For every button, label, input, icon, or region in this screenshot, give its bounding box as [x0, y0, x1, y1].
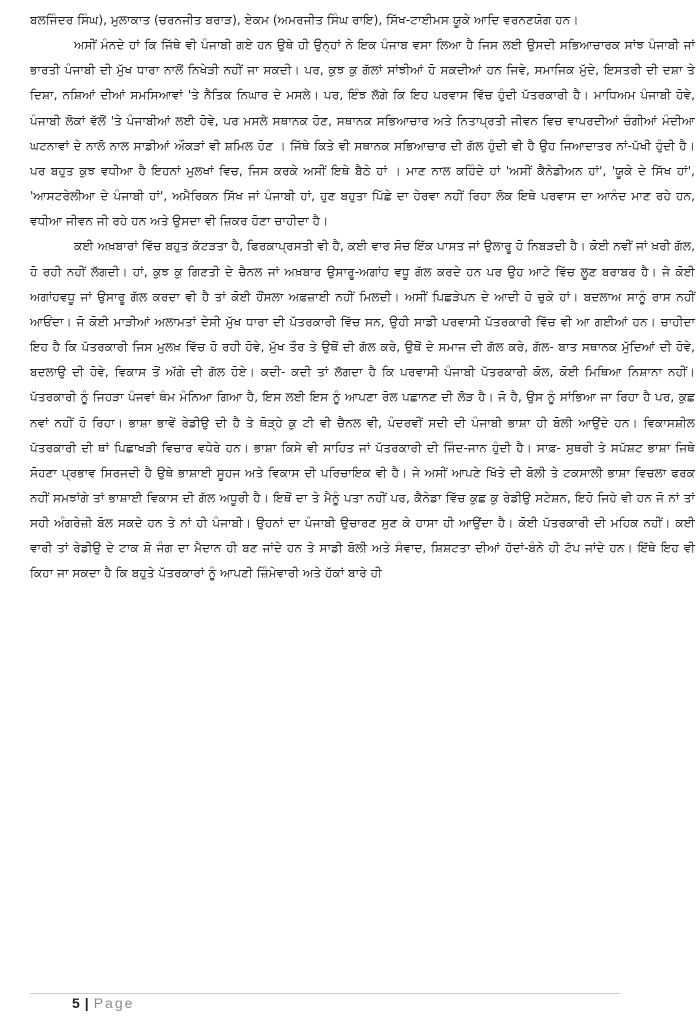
page-number: 5: [72, 995, 80, 1011]
footer-separator: |: [84, 995, 89, 1011]
paragraph-continuation: ਬਲਜਿੰਦਰ ਸਿੰਘ), ਮੁਲਾਕਾਤ (ਚਰਨਜੀਤ ਬਰਾੜ), ਏਕਮ (ਅਮਰਜੀਤ ਸਿੰਘ ਰਾਇ), ਸਿੱਖ-ਟਾਈਮਸ ਯੂਕੇ ਆਦਿ ਵਰਨਣਯੋਗ ਹਨ।: [30, 13, 579, 27]
body-text: [30, 8, 695, 587]
page-footer: [72, 995, 134, 1011]
paragraph-migration-culture: ਅਸੀਂ ਮੰਨਦੇ ਹਾਂ ਕਿ ਜਿੱਥੇ ਵੀ ਪੰਜਾਬੀ ਗਏ ਹਨ ਉਥੇ ਹੀ ਉਨ੍ਹਾਂ ਨੇ ਇਕ ਪੰਜਾਬ ਵਸਾ ਲਿਆ ਹੈ ਜਿਸ ਲਈ ਉਸਦੀ ਸਭਿਆਚਾਰਕ ਸਾਂਝ ਪੰਜਾਬੀ ਜਾਂ ਭਾਰਤੀ ਪੰਜਾਬੀ ਦੀ ਮੁੱਖ ਧਾਰਾ ਨਾਲੋਂ ਨਿਖੇੜੀ ਨਹੀਂ ਜਾ ਸਕਦੀ। ਪਰ, ਕੁਝ ਕੁ ਗੱਲਾਂ ਸਾਂਝੀਆਂ ਹੋ ਸਕਦੀਆਂ ਹਨ ਜਿਵੇ, ਸਮਾਜਿਕ ਮੁੱਦੇ, ਇਸਤਰੀ ਦੀ ਦਸ਼ਾ ਤੇ ਦਿਸ਼ਾ, ਨਸ਼ਿਆਂ ਦੀਆਂ ਸਮਸਿਆਵਾਂ 'ਤੇ ਨੈਤਿਕ ਨਿਘਾਰ ਦੇ ਮਸਲੇ। ਪਰ, ਇੰਝ ਲੱਗੇ ਕਿ ਇਹ ਪਰਵਾਸ ਵਿੱਚ ਹੁੰਦੀ ਪੱਤਰਕਾਰੀ ਹੈ। ਮਾਧਿਅਮ ਪੰਜਾਬੀ ਹੋਵੇ, ਪੰਜਾਬੀ ਲੋਕਾਂ ਵੱਲੋਂ 'ਤੇ ਪੰਜਾਬੀਆਂ ਲਈ ਹੋਵੇ, ਪਰ ਮਸਲੇ ਸਥਾਨਕ ਹੋਣ, ਸਥਾਨਕ ਸਭਿਆਚਾਰ ਅਤੇ ਨਿਤਾਪ੍ਰਤੀ ਜੀਵਨ ਵਿਚ ਵਾਪਰਦੀਆਂ ਚੰਗੀਆਂ ਮੰਦੀਆ ਘਟਨਾਵਾਂ ਦੇ ਨਾਲੋ ਨਾਲ ਸਾਡੀਆਂ ਔਕੜਾਂ ਵੀ ਸ਼ਮਿਲ ਹੋਣ । ਜਿੱਥੇ ਕਿਤੇ ਵੀ ਸਥਾਨਕ ਸਭਿਆਚਾਰ ਦੀ ਗੱਲ ਹੁੰਦੀ ਵੀ ਹੈ ਉਹ ਜਿਆਦਾਤਰ ਨਾਂ-ਪੱਖੀ ਹੁੰਦੀ ਹੈ। ਪਰ ਬਹੁਤ ਕੁਝ ਵਧੀਆ ਹੈ ਇਹਨਾਂ ਮੁਲਖਾਂ ਵਿਚ, ਜਿਸ ਕਰਕੇ ਅਸੀਂ ਇਥੇ ਬੈਠੇ ਹਾਂ । ਮਾਣ ਨਾਲ ਕਹਿੰਦੇ ਹਾਂ 'ਅਸੀਂ ਕੈਨੇਡੀਅਨ ਹਾਂ', 'ਯੂਕੇ ਦੇ ਸਿੱਖ ਹਾਂ', 'ਆਸਟਰੇਲੀਆ ਦੇ ਪੰਜਾਬੀ ਹਾਂ', ਅਮੈਰਿਕਨ ਸਿੱਖ ਜਾਂ ਪੰਜਾਬੀ ਹਾਂ, ਹੁਣ ਬਹੁਤਾ ਪਿੱਛੇ ਦਾ ਹੇਰਵਾ ਨਹੀਂ ਰਿਹਾ ਲੋਕ ਇਥੇ ਪਰਵਾਸ ਦਾ ਆਨੰਦ ਮਾਣ ਰਹੇ ਹਨ, ਵਧੀਆ ਜੀਵਨ ਜੀ ਰਹੇ ਹਨ ਅਤੇ ਉਸਦਾ ਵੀ ਜ਼ਿਕਰ ਹੋਣਾ ਚਾਹੀਦਾ ਹੈ।: [30, 38, 695, 229]
footer-divider: [30, 993, 620, 994]
page-label: Page: [93, 995, 135, 1011]
paragraph-newspapers-language: ਕਈ ਅਖ਼ਬਾਰਾਂ ਵਿੱਚ ਬਹੁਤ ਕੱਟੜਤਾ ਹੈ, ਫਿਰਕਾਪ੍ਰਸਤੀ ਵੀ ਹੈ, ਕਈ ਵਾਰ ਸੋਚ ਇੱਕ ਪਾਸਤ ਜਾਂ ਉਲਾਰੂ ਹੋ ਨਿਬੜਦੀ ਹੈ। ਕੋਈ ਨਵੀਂ ਜਾਂ ਖ਼ਰੀ ਗੱਲ, ਹੋ ਰਹੀ ਨਹੀਂ ਲੱਗਦੀ। ਹਾਂ, ਕੁਝ ਕੁ ਗਿਣਤੀ ਦੇ ਚੈਨਲ ਜਾਂ ਅਖ਼ਬਾਰ ਉਸਾਰੂ-ਅਗਾਂਹ ਵਧੂ ਗੱਲ ਕਰਦੇ ਹਨ ਪਰ ਉਹ ਆਟੇ ਵਿੱਚ ਲੂਣ ਬਰਾਬਰ ਹੈ। ਜੇ ਕੋਈ ਅਗਾਂਹਵਧੂ ਜਾਂ ਉਸਾਰੂ ਗੱਲ ਕਰਦਾ ਵੀ ਹੈ ਤਾਂ ਕੋਈ ਹੌਂਸਲਾ ਅਫ਼ਜ਼ਾਈ ਨਹੀਂ ਮਿਲਦੀ। ਅਸੀਂ ਪਿਛੜੇਪਨ ਦੇ ਆਦੀ ਹੋ ਚੁਕੇ ਹਾਂ। ਬਦਲਾਅ ਸਾਨੂੰ ਰਾਸ ਨਹੀਂ ਆਓਂਦਾ। ਜੋ ਕੋਈ ਮਾੜੀਆਂ ਅਲਾਮਤਾਂ ਦੇਸੀ ਮੁੱਖ ਧਾਰਾ ਦੀ ਪੱਤਰਕਾਰੀ ਵਿੱਚ ਸਨ, ਉਹੀ ਸਾਡੀ ਪਰਵਾਸੀ ਪੱਤਰਕਾਰੀ ਵਿੱਚ ਵੀ ਆ ਗਈਆਂ ਹਨ। ਚਾਹੀਦਾ ਇਹ ਹੈ ਕਿ ਪੱਤਰਕਾਰੀ ਜਿਸ ਮੁਲਖ਼ ਵਿੱਚ ਹੋ ਰਹੀ ਹੋਵੇ, ਮੁੱਖ ਤੌਰ ਤੇ ਉਥੋਂ ਦੀ ਗੱਲ ਕਰੇ, ਉਥੋਂ ਦੇ ਸਮਾਜ ਦੀ ਗੱਲ ਕਰੇ, ਗੱਲ- ਬਾਤ ਸਥਾਨਕ ਮੁੱਦਿਆਂ ਦੀ ਹੋਵੇ, ਬਦਲਾਉ ਦੀ ਹੋਵੇ, ਵਿਕਾਸ ਤੋਂ ਅੱਗੇ ਦੀ ਗੱਲ ਹੋਏ। ਕਦੀ- ਕਦੀ ਤਾਂ ਲੱਗਦਾ ਹੈ ਕਿ ਪਰਵਾਸੀ ਪੰਜਾਬੀ ਪੱਤਰਕਾਰੀ ਕੋਲ, ਕੋਈ ਮਿਥਿਆ ਨਿਸ਼ਾਨਾ ਨਹੀਂ। ਪੱਤਰਕਾਰੀ ਨੂੰ ਜਿਹੜਾ ਪੰਜਵਾਂ ਥੰਮ ਮੰਨਿਆ ਗਿਆ ਹੈ, ਇਸ ਲਈ ਇਸ ਨੂੰ ਆਪਣਾ ਰੋਲ ਪਛਾਨਣ ਦੀ ਲੋੜ ਹੈ। ਜੋ ਹੈ, ਉਸ ਨੂੰ ਸਾਂਭਿਆ ਜਾ ਰਿਹਾ ਹੈ ਪਰ, ਕੁਛ ਨਵਾਂ ਨਹੀਂ ਹੋ ਰਿਹਾ। ਭਾਸ਼ਾ ਭਾਵੇਂ ਰੇਡੀਉ ਦੀ ਹੈ ਤੇ ਥੋੜ੍ਹੇ ਕੁ ਟੀ ਵੀ ਚੈਨਲ ਵੀ, ਪੰਦਰਵੀਂ ਸਦੀ ਦੀ ਪੰਜਾਬੀ ਭਾਸ਼ਾ ਹੀ ਬੋਲੀ ਆਉਂਦੇ ਹਨ। ਵਿਕਾਸਸ਼ੀਲ ਪੱਤਰਕਾਰੀ ਦੀ ਥਾਂ ਪਿਛਾਖੜੀ ਵਿਚਾਰ ਵਧੇਰੇ ਹਨ। ਭਾਸ਼ਾ ਕਿਸੇ ਵੀ ਸਾਹਿਤ ਜਾਂ ਪੱਤਰਕਾਰੀ ਦੀ ਜਿੰਦ-ਜਾਨ ਹੁੰਦੀ ਹੈ। ਸਾਫ਼- ਸੁਥਰੀ ਤੇ ਸਪੱਸ਼ਟ ਭਾਸ਼ਾ ਜਿਥੇ ਸੋਹਣਾ ਪ੍ਰਭਾਵ ਸਿਰਜਦੀ ਹੈ ਉਥੇ ਭਾਸ਼ਾਈ ਸੂਹਜ ਅਤੇ ਵਿਕਾਸ ਦੀ ਪਰਿਚਾਇਕ ਵੀ ਹੈ। ਜੇ ਅਸੀਂ ਆਪਣੇ ਖਿੱਤੇ ਦੀ ਬੋਲੀ ਤੇ ਟਕਸਾਲੀ ਭਾਸ਼ਾ ਵਿਚਲਾ ਫਰਕ ਨਹੀਂ ਸਮਝਾਂਗੇ ਤਾਂ ਭਾਸ਼ਾਈ ਵਿਕਾਸ ਦੀ ਗੱਲ ਅਧੂਰੀ ਹੈ। ਇਥੋਂ ਦਾ ਤੇ ਮੈਨੂੰ ਪਤਾ ਨਹੀਂ ਪਰ, ਕੈਨੇਡਾ ਵਿੱਚ ਕੁਛ ਕੁ ਰੇਡੀਉ ਸਟੇਸ਼ਨ, ਇਹੋ ਜਿਹੇ ਵੀ ਹਨ ਜੋ ਨਾਂ ਤਾਂ ਸਹੀ ਅੰਗਰੇਜ਼ੀ ਬੋਲ ਸਕਦੇ ਹਨ ਤੇ ਨਾਂ ਹੀ ਪੰਜਾਬੀ। ਉਹਨਾਂ ਦਾ ਪੰਜਾਬੀ ਉਚਾਰਣ ਸੁਣ ਕੇ ਹਾਸਾ ਹੀ ਆਉਂਦਾ ਹੈ। ਕੋਈ ਪੱਤਰਕਾਰੀ ਦੀ ਮਹਿਕ ਨਹੀਂ। ਕਈ ਵਾਰੀ ਤਾਂ ਰੇਡੀਉ ਦੇ ਟਾਕ ਸ਼ੋ ਜੰਗ ਦਾ ਮੈਦਾਨ ਹੀ ਬਣ ਜਾਂਦੇ ਹਨ ਤੇ ਸਾਡੀ ਬੋਲੀ ਅਤੇ ਸੰਵਾਦ, ਸ਼ਿਸ਼ਟਤਾ ਦੀਆਂ ਹੱਦਾਂ-ਬੰਨੇ ਹੀ ਟੱਪ ਜਾਂਦੇ ਹਨ। ਇੱਥੇ ਇਹ ਵੀ ਕਿਹਾ ਜਾ ਸਕਦਾ ਹੈ ਕਿ ਬਹੁਤੇ ਪੱਤਰਕਾਰਾਂ ਨੂੰ ਆਪਣੀ ਜ਼ਿੰਮੇਵਾਰੀ ਅਤੇ ਹੱਕਾਂ ਬਾਰੇ ਹੀ: [30, 239, 695, 581]
